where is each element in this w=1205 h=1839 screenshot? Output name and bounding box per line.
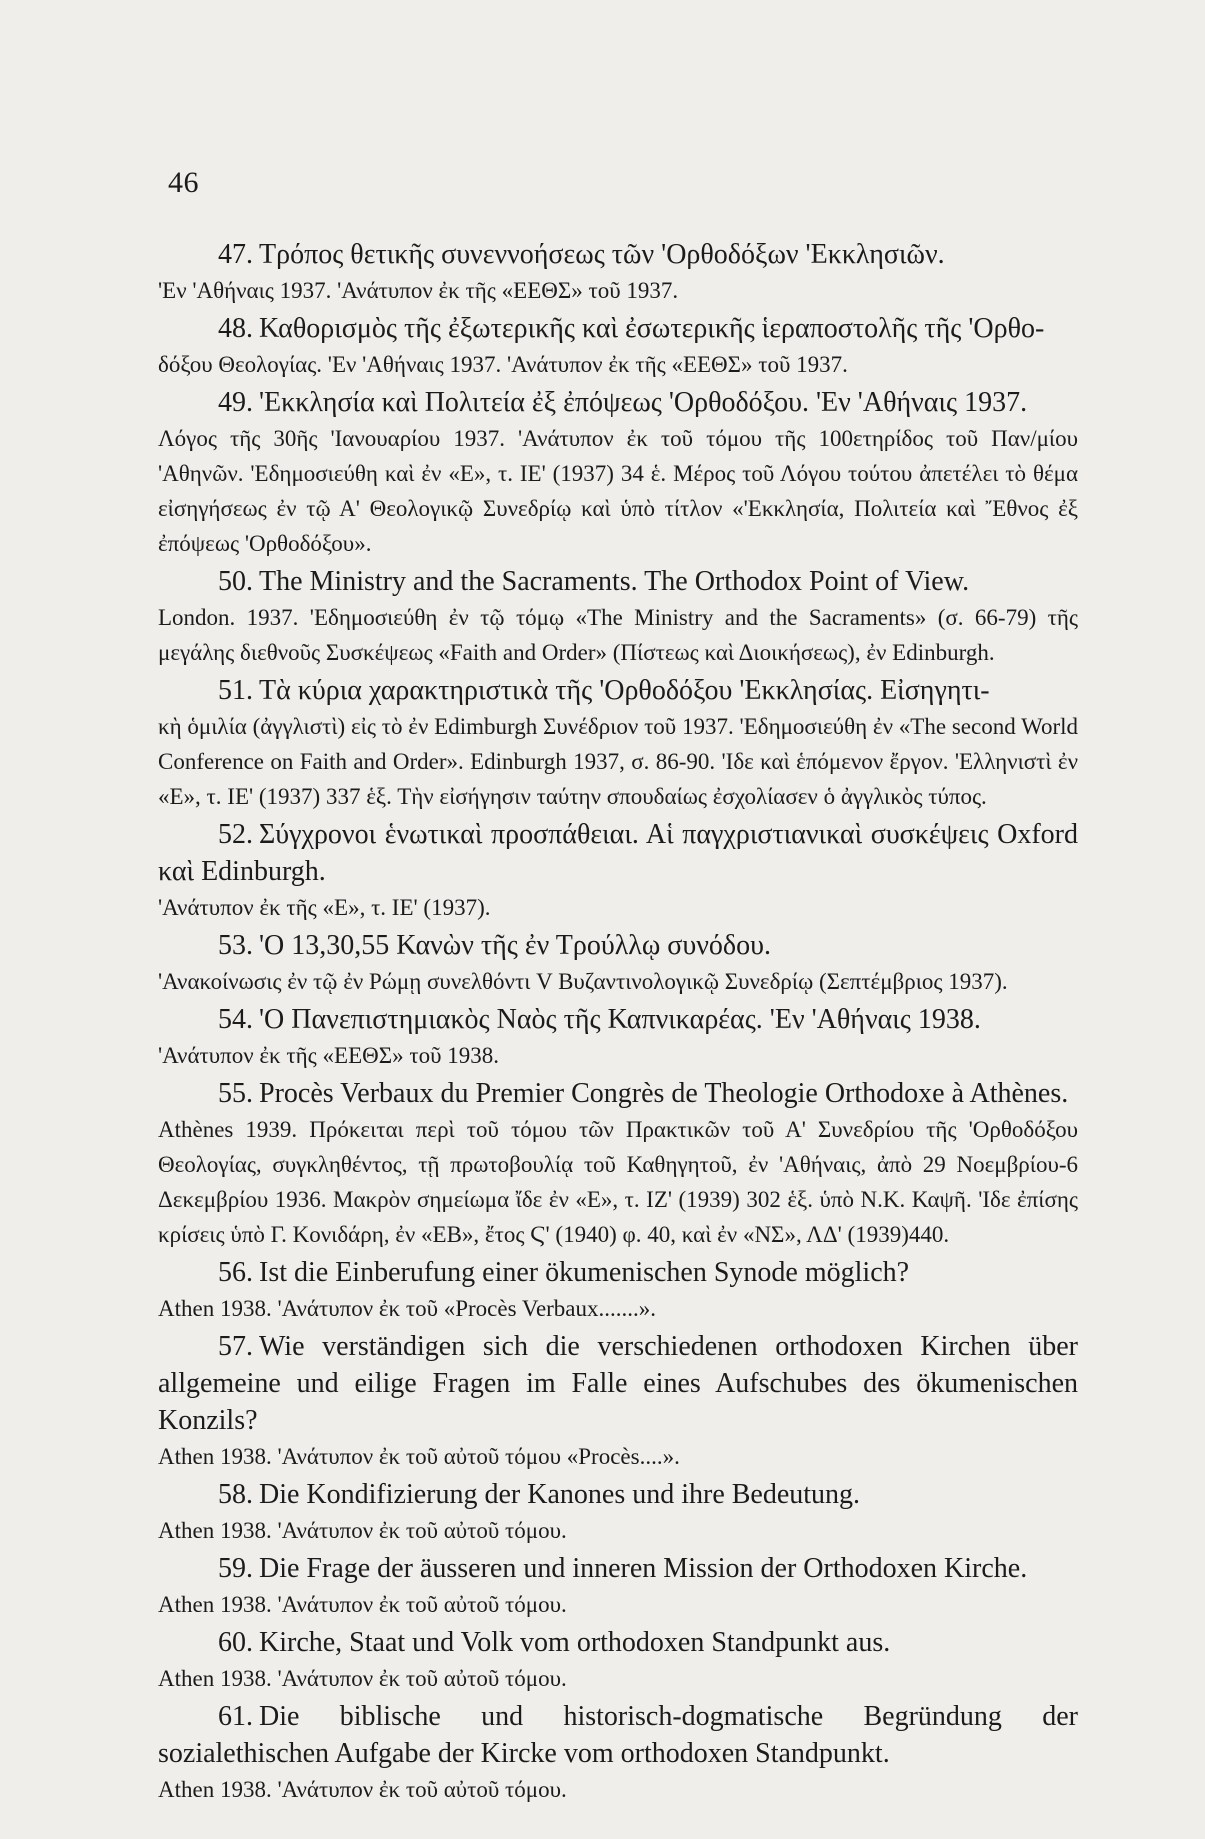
entry-title: Die Kondifizierung der Kanones und ihre Bedeutung. bbox=[259, 1479, 861, 1510]
entry-title: Kirche, Staat und Volk vom orthodoxen Standpunkt aus. bbox=[259, 1627, 891, 1658]
entry-number: 50. bbox=[218, 566, 253, 597]
bibliography-entry-53 bbox=[158, 927, 1078, 999]
entry-details: Athen 1938. 'Ανάτυπον ἐκ τοῦ αὐτοῦ τόμου. bbox=[158, 1777, 567, 1802]
entry-title: Die Frage der äusseren und inneren Mission der Orthodoxen Kirche. bbox=[259, 1553, 1028, 1584]
bibliography-entry-47 bbox=[158, 236, 1078, 308]
entry-details: Athen 1938. 'Ανάτυπον ἐκ τοῦ αὐτοῦ τόμου. bbox=[158, 1592, 567, 1617]
entry-details: Athen 1938. 'Ανάτυπον ἐκ τοῦ αὐτοῦ τόμου «Procès....». bbox=[158, 1444, 680, 1469]
entry-details: London. 1937. 'Εδημοσιεύθη ἐν τῷ τόμῳ «The Ministry and the Sacraments» (σ. 66-79) τῆς μεγάλης διεθνοῦς Συσκέψεως «Faith and Order» (Πίστεως καὶ Διοικήσεως), ἐν Edinburgh. bbox=[158, 605, 1078, 665]
entry-number: 61. bbox=[218, 1701, 253, 1732]
entry-number: 54. bbox=[218, 1004, 253, 1035]
bibliography-entry-61 bbox=[158, 1698, 1078, 1807]
bibliography-list bbox=[158, 236, 1078, 1809]
entry-number: 52. bbox=[218, 819, 253, 850]
entry-title: 'Ο 13,30,55 Κανὼν τῆς ἐν Τρούλλῳ συνόδου. bbox=[259, 930, 771, 961]
entry-details: Λόγος τῆς 30ῆς 'Ιανουαρίου 1937. 'Ανάτυπον ἐκ τοῦ τόμου τῆς 100ετηρίδος τοῦ Παν/μίου 'Αθηνῶν. 'Εδημοσιεύθη καὶ ἐν «Ε», τ. ΙΕ' (1937) 34 ἑ. Μέρος τοῦ Λόγου τούτου ἀπετέλει τὸ θέμα εἰσηγήσεως ἐν τῷ Α' Θεολογικῷ Συνεδρίῳ καὶ ὑπὸ τίτλον «'Εκκλησία, Πολιτεία καὶ Ἔθνος ἐξ ἐπόψεως 'Ορθοδόξου». bbox=[158, 426, 1078, 556]
bibliography-entry-60 bbox=[158, 1624, 1078, 1696]
entry-number: 51. bbox=[218, 675, 253, 706]
entry-details: 'Εν 'Αθήναις 1937. 'Ανάτυπον ἐκ τῆς «ΕΕΘΣ» τοῦ 1937. bbox=[158, 278, 679, 303]
bibliography-entry-49 bbox=[158, 384, 1078, 561]
bibliography-entry-56 bbox=[158, 1254, 1078, 1326]
entry-details: 'Ανακοίνωσις ἐν τῷ ἐν Ρώμῃ συνελθόντι V Βυζαντινολογικῷ Συνεδρίῳ (Σεπτέμβριος 1937). bbox=[158, 969, 1008, 994]
entry-title: Τὰ κύρια χαρακτηριστικὰ τῆς 'Ορθοδόξου 'Εκκλησίας. Εἰσηγητι- bbox=[259, 675, 990, 706]
entry-title: The Ministry and the Sacraments. The Orthodox Point of View. bbox=[259, 566, 970, 597]
entry-title: Wie verständigen sich die verschiedenen orthodoxen Kirchen über allgemeine und eilige Fragen im Falle eines Aufschubes des ökumenischen Konzils? bbox=[158, 1331, 1078, 1436]
page-number: 46 bbox=[168, 166, 199, 199]
bibliography-entry-51 bbox=[158, 672, 1078, 814]
bibliography-entry-50 bbox=[158, 563, 1078, 670]
bibliography-entry-55 bbox=[158, 1075, 1078, 1252]
bibliography-entry-54 bbox=[158, 1001, 1078, 1073]
entry-number: 57. bbox=[218, 1331, 253, 1362]
entry-title: Ist die Einberufung einer ökumenischen Synode möglich? bbox=[259, 1257, 910, 1288]
entry-details: δόξου Θεολογίας. 'Εν 'Αθήναις 1937. 'Ανάτυπον ἐκ τῆς «ΕΕΘΣ» τοῦ 1937. bbox=[158, 352, 848, 377]
entry-number: 48. bbox=[218, 313, 253, 344]
entry-number: 56. bbox=[218, 1257, 253, 1288]
entry-title: 'Εκκλησία καὶ Πολιτεία ἐξ ἐπόψεως 'Ορθοδόξου. 'Εν 'Αθήναις 1937. bbox=[259, 387, 1028, 418]
entry-details: 'Ανάτυπον ἐκ τῆς «Ε», τ. ΙΕ' (1937). bbox=[158, 895, 491, 920]
entry-title: Die biblische und historisch-dogmatische Begründung der sozialethischen Aufgabe der Kircke vom orthodoxen Standpunkt. bbox=[158, 1701, 1078, 1769]
entry-title: 'Ο Πανεπιστημιακὸς Ναὸς τῆς Καπνικαρέας. 'Εν 'Αθήναις 1938. bbox=[259, 1004, 981, 1035]
entry-details: 'Ανάτυπον ἐκ τῆς «ΕΕΘΣ» τοῦ 1938. bbox=[158, 1043, 499, 1068]
entry-number: 47. bbox=[218, 239, 253, 270]
entry-number: 49. bbox=[218, 387, 253, 418]
entry-details: κὴ ὁμιλία (ἀγγλιστὶ) εἰς τὸ ἐν Edimburgh Συνέδριον τοῦ 1937. 'Εδημοσιεύθη ἐν «The second World Conference on Faith and Order». Edinburgh 1937, σ. 86-90. 'Ιδε καὶ ἑπόμενον ἔργον. 'Ελληνιστὶ ἐν «Ε», τ. ΙΕ' (1937) 337 ἑξ. Τὴν εἰσήγησιν ταύτην σπουδαίως ἐσχολίασεν ὁ ἀγγλικὸς τύπος. bbox=[158, 714, 1078, 809]
bibliography-entry-59 bbox=[158, 1550, 1078, 1622]
bibliography-entry-57 bbox=[158, 1328, 1078, 1474]
entry-title: Τρόπος θετικῆς συνεννοήσεως τῶν 'Ορθοδόξων 'Εκκλησιῶν. bbox=[259, 239, 945, 270]
entry-title: Καθορισμὸς τῆς ἐξωτερικῆς καὶ ἐσωτερικῆς ἱεραποστολῆς τῆς 'Ορθο- bbox=[259, 313, 1045, 344]
entry-details: Athen 1938. 'Ανάτυπον ἐκ τοῦ «Procès Verbaux.......». bbox=[158, 1296, 657, 1321]
entry-number: 53. bbox=[218, 930, 253, 961]
bibliography-entry-48 bbox=[158, 310, 1078, 382]
bibliography-entry-58 bbox=[158, 1476, 1078, 1548]
entry-title: Σύγχρονοι ἑνωτικαὶ προσπάθειαι. Αἱ παγχριστιανικαὶ συσκέψεις Oxford καὶ Edinburgh. bbox=[158, 819, 1078, 887]
entry-number: 59. bbox=[218, 1553, 253, 1584]
bibliography-entry-52 bbox=[158, 816, 1078, 925]
entry-details: Athen 1938. 'Ανάτυπον ἐκ τοῦ αὐτοῦ τόμου. bbox=[158, 1666, 567, 1691]
entry-number: 55. bbox=[218, 1078, 253, 1109]
entry-details: Athen 1938. 'Ανάτυπον ἐκ τοῦ αὐτοῦ τόμου. bbox=[158, 1518, 567, 1543]
entry-number: 60. bbox=[218, 1627, 253, 1658]
entry-title: Procès Verbaux du Premier Congrès de Theologie Orthodoxe à Athènes. bbox=[259, 1078, 1069, 1109]
entry-number: 58. bbox=[218, 1479, 253, 1510]
entry-details: Athènes 1939. Πρόκειται περὶ τοῦ τόμου τῶν Πρακτικῶν τοῦ Α' Συνεδρίου τῆς 'Ορθοδόξου Θεολογίας, συγκληθέντος, τῇ πρωτοβουλίᾳ τοῦ Καθηγητοῦ, ἐν 'Αθήναις, ἀπὸ 29 Νοεμβρίου-6 Δεκεμβρίου 1936. Μακρὸν σημείωμα ἴδε ἐν «Ε», τ. ΙΖ' (1939) 302 ἑξ. ὑπὸ Ν.Κ. Καψῆ. 'Ιδε ἐπίσης κρίσεις ὑπὸ Γ. Κονιδάρη, ἐν «ΕΒ», ἔτος Ϛ' (1940) φ. 40, καὶ ἐν «ΝΣ», ΛΔ' (1939)440. bbox=[158, 1117, 1078, 1247]
